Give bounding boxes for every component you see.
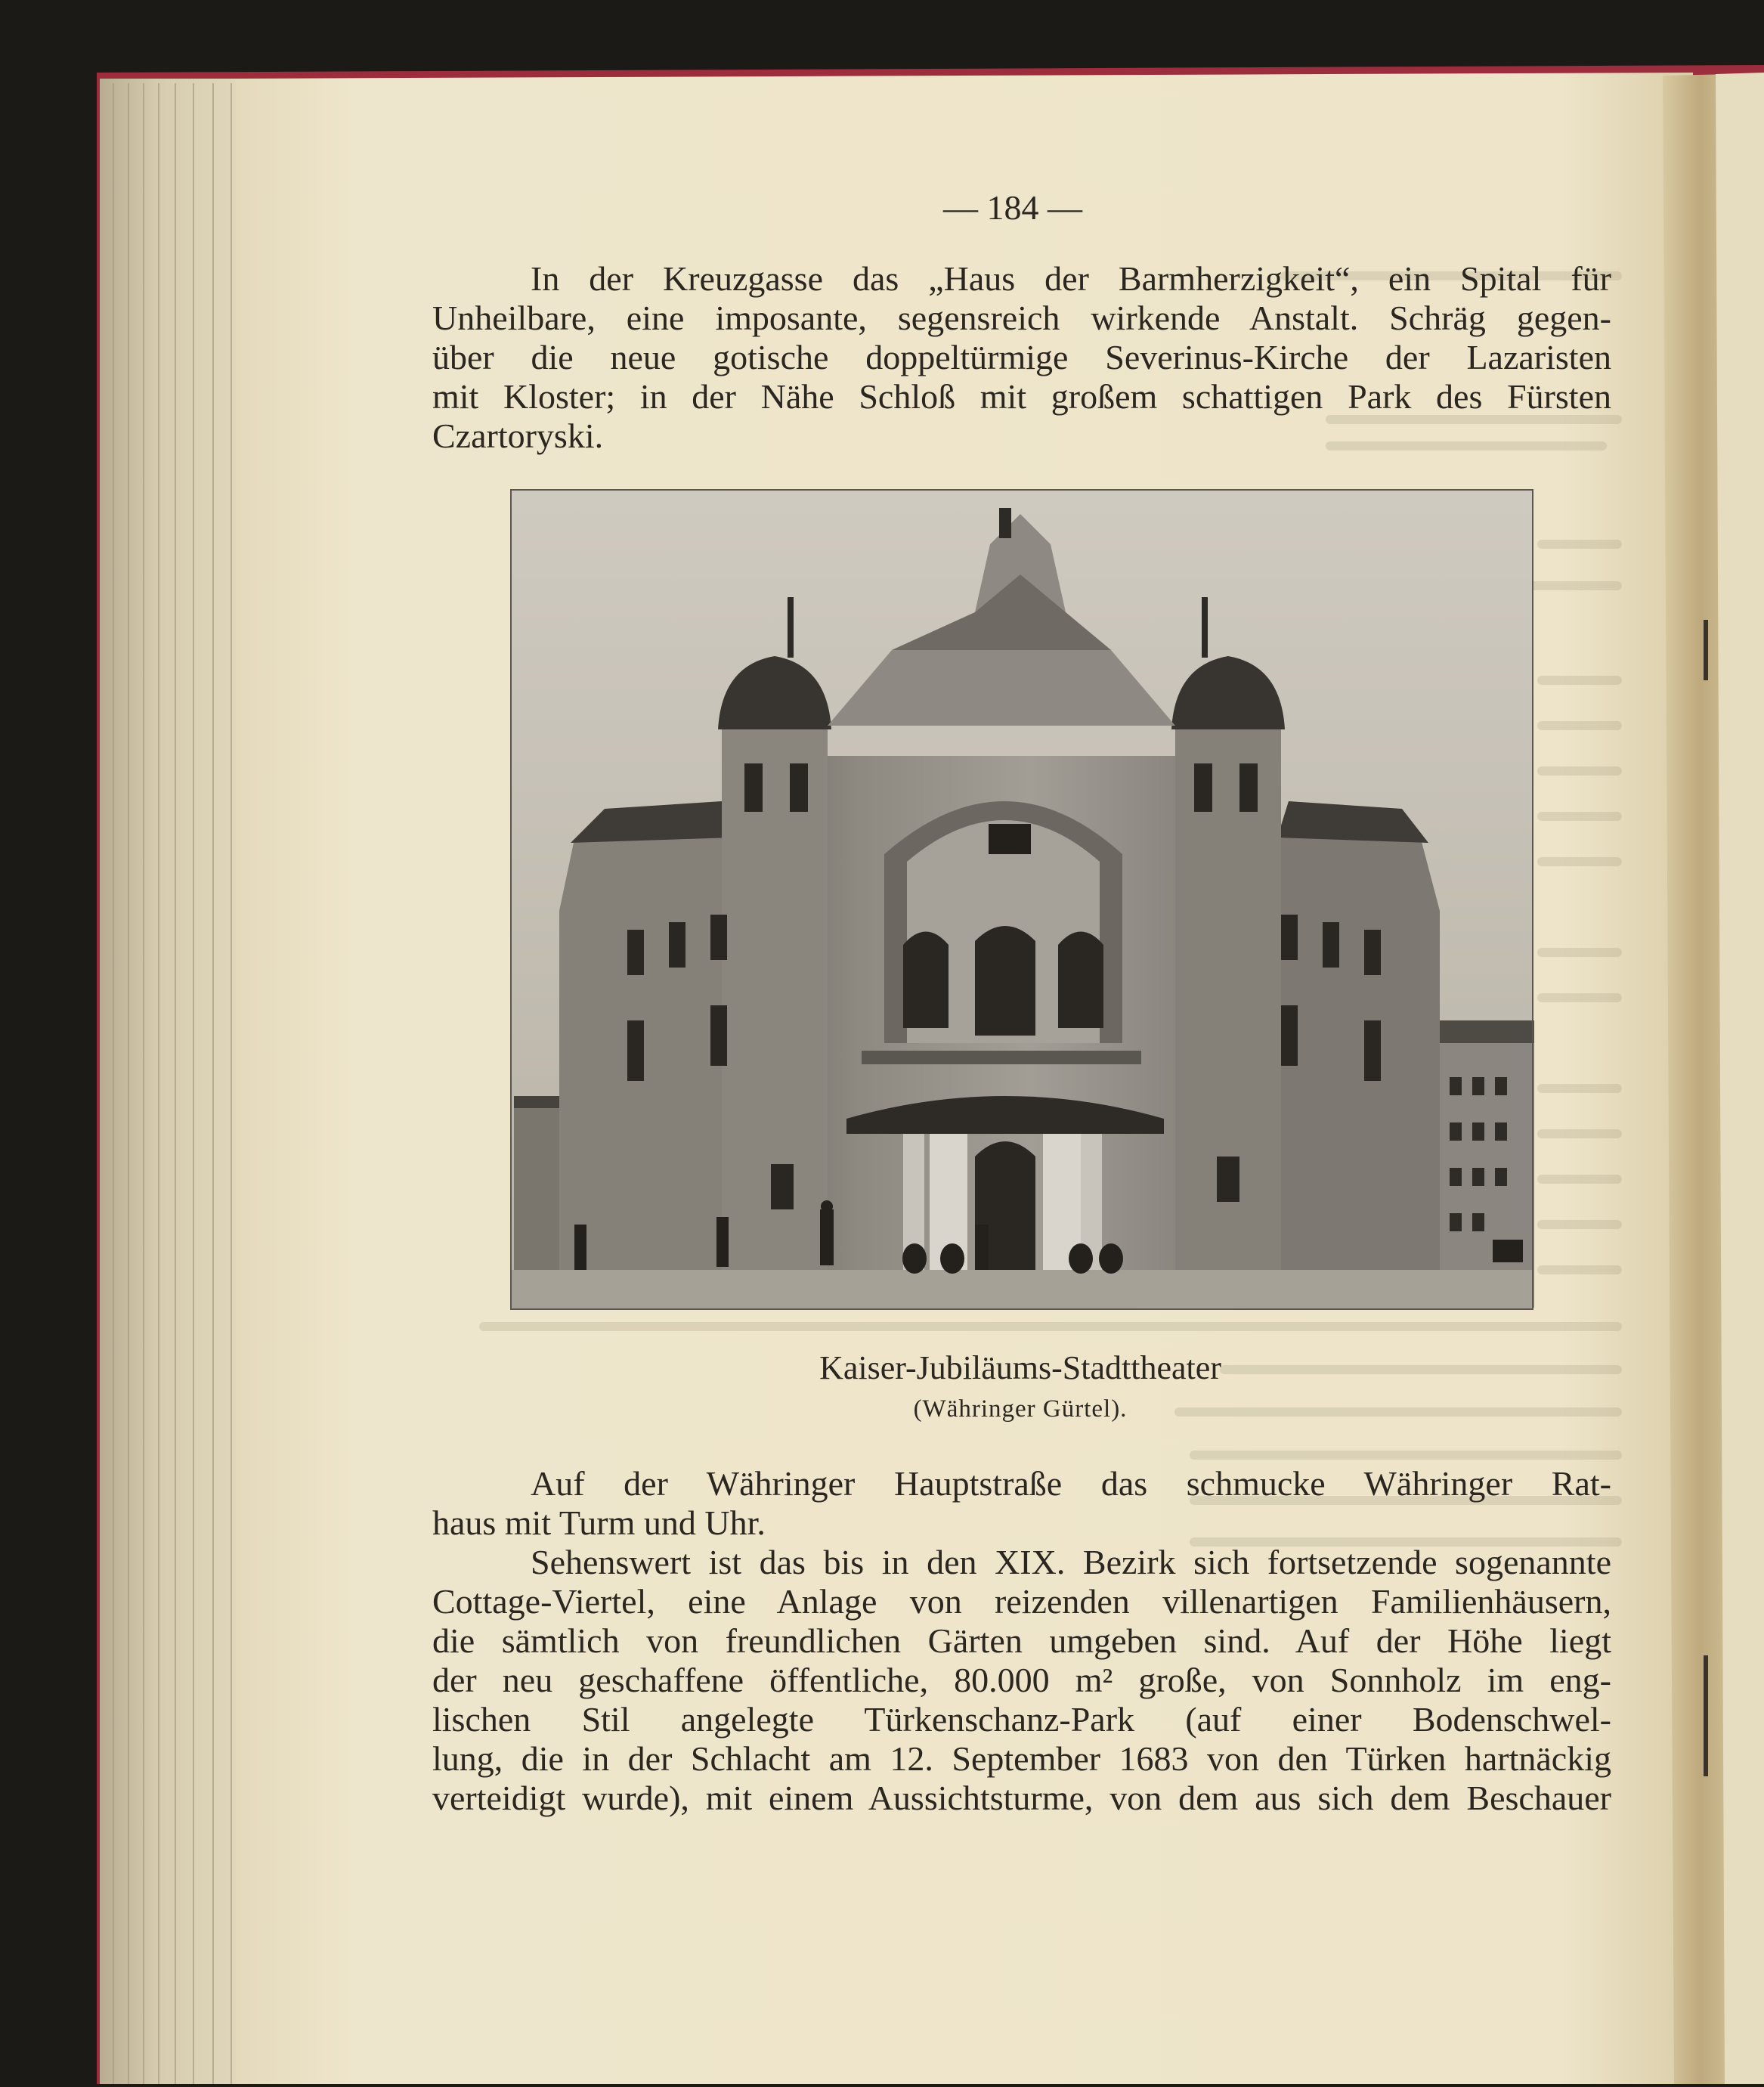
figure-caption-subtitle: (Währinger Gürtel). (913, 1395, 1128, 1423)
page-number: — 184 — (943, 188, 1082, 227)
paragraph-3-line-6: lung, die in der Schlacht am 12. September 1683 von den Türken hartnäckig (432, 1739, 1611, 1778)
paragraph-1-line-3: über die neue gotische doppeltürmige Severinus-Kirche der Lazaristen (432, 338, 1611, 376)
paragraph-1-line-2: Unheilbare, eine imposante, segensreich wirkende Anstalt. Schräg gegen- (432, 299, 1611, 337)
figure-caption-title: Kaiser-Jubiläums-Stadttheater (819, 1349, 1221, 1386)
theater-photograph (511, 490, 1534, 1309)
paragraph-3-line-3: die sämtlich von freundlichen Gärten umgeben sind. Auf der Höhe liegt (432, 1621, 1611, 1660)
paragraph-2-line-2: haus mit Turm und Uhr. (432, 1503, 766, 1542)
paragraph-3-line-1: Sehenswert ist das bis in den XIX. Bezirk sich fortsetzende sogenannte (531, 1543, 1611, 1581)
paragraph-3-line-4: der neu geschaffene öffentliche, 80.000 m² große, von Sonnholz im eng- (432, 1661, 1611, 1699)
paragraph-1-line-4: mit Kloster; in der Nähe Schloß mit großem schattigen Park des Fürsten (432, 377, 1611, 416)
paragraph-3-line-7: verteidigt wurde), mit einem Aussichtsturme, von dem aus sich dem Beschauer (432, 1779, 1611, 1817)
paragraph-3-line-2: Cottage-Viertel, eine Anlage von reizenden villenartigen Familienhäusern, (432, 1582, 1611, 1621)
paragraph-3-line-5: lischen Stil angelegte Türkenschanz-Park (auf einer Bodenschwel- (432, 1700, 1611, 1739)
paragraph-1-line-5: Czartoryski. (432, 416, 604, 455)
paragraph-2-line-1: Auf der Währinger Hauptstraße das schmucke Währinger Rat- (531, 1464, 1611, 1503)
paragraph-1-line-1: In der Kreuzgasse das „Haus der Barmherzigkeit“, ein Spital für (531, 259, 1611, 298)
